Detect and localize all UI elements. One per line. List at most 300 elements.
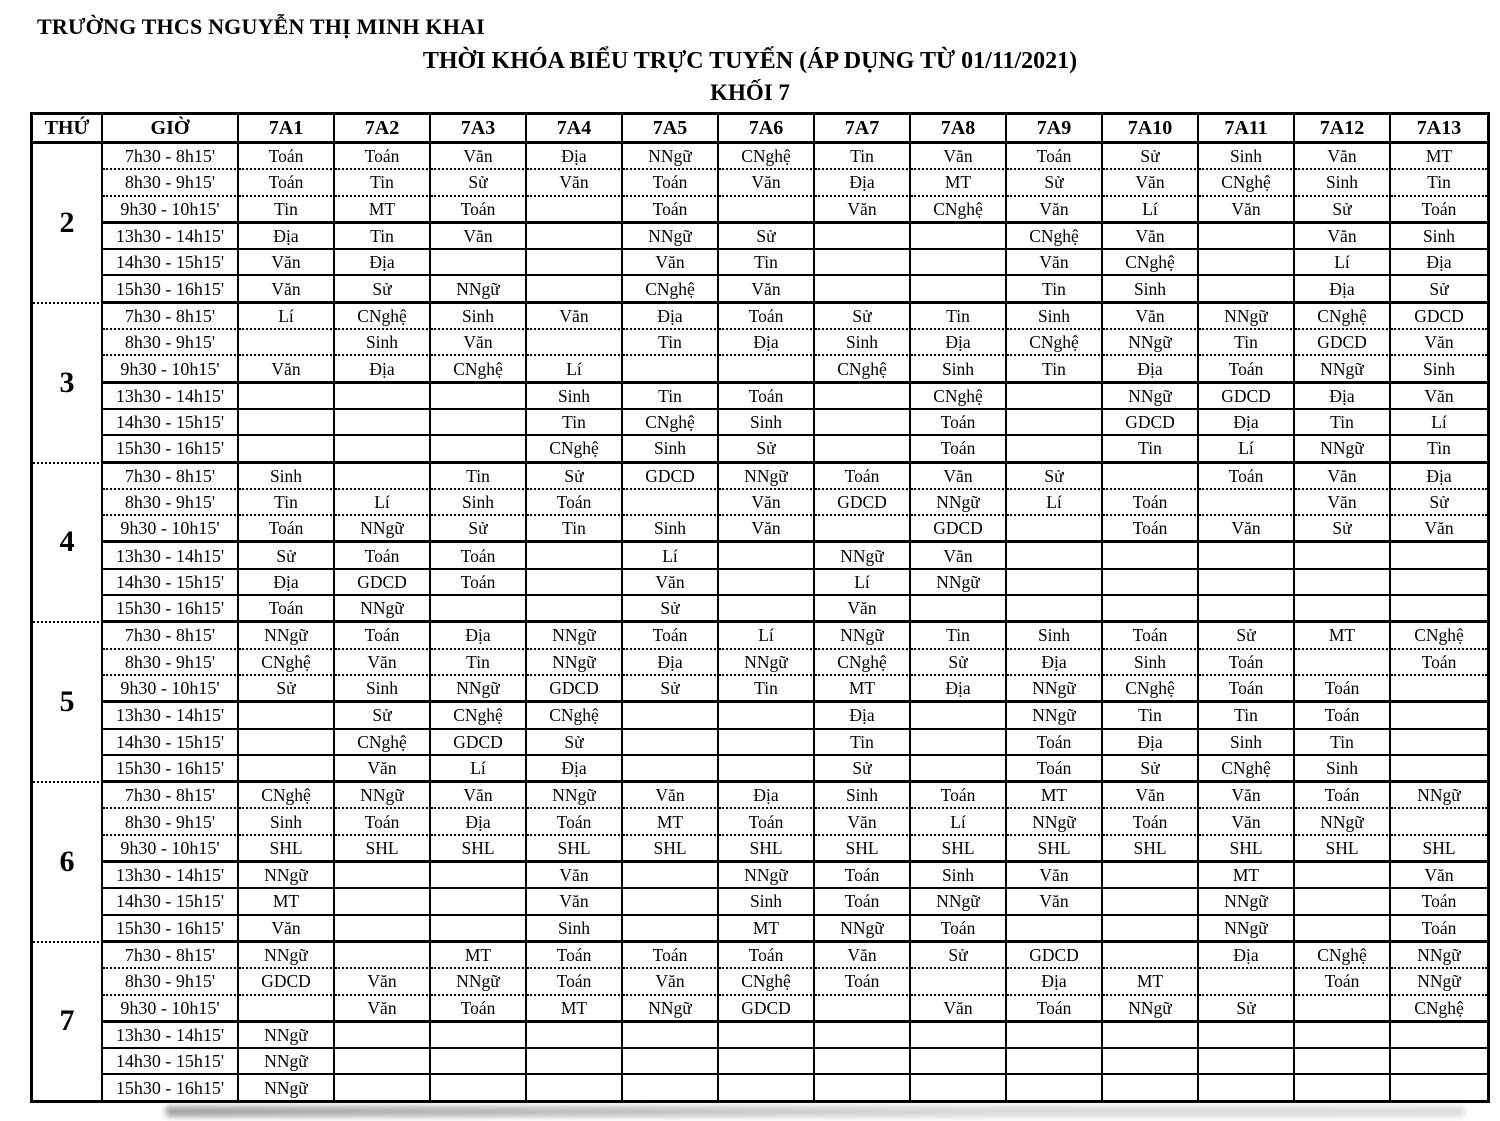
subject-cell: Địa [335,250,431,276]
subject-cell: Lí [1295,250,1391,276]
subject-cell: NNgữ [239,1049,335,1075]
subject-cell [1295,889,1391,915]
timetable-row [33,543,1487,569]
subject-cell: MT [1103,969,1199,995]
subject-cell [1007,384,1103,410]
subject-cell [911,1049,1007,1075]
subject-cell: Toán [335,144,431,170]
subject-cell: Toán [527,969,623,995]
subject-cell: CNghệ [623,410,719,436]
subject-cell [1103,570,1199,596]
subject-cell: Toán [911,916,1007,943]
header-row [33,115,1487,144]
time-cell: 9h30 - 10h15' [103,516,239,543]
subject-cell: Toán [1199,464,1295,490]
subject-cell: CNghệ [527,703,623,729]
subject-cell [1199,1075,1295,1099]
subject-cell: Văn [239,276,335,303]
subject-cell [1103,1049,1199,1075]
subject-cell [1199,596,1295,623]
subject-cell: Sinh [239,809,335,835]
subject-cell [911,276,1007,303]
subject-cell [911,969,1007,995]
subject-cell: Sử [239,676,335,703]
col-header-7A1: 7A1 [239,115,335,144]
subject-cell: NNgữ [335,596,431,623]
subject-cell [1391,756,1487,783]
subject-cell: GDCD [1199,384,1295,410]
subject-cell [239,730,335,756]
subject-cell: Tin [815,730,911,756]
subject-cell [1391,703,1487,729]
subject-cell [335,1023,431,1049]
subject-cell: Toán [1103,809,1199,835]
subject-cell: NNgữ [911,570,1007,596]
subject-cell: Toán [239,516,335,543]
subject-cell [719,1075,815,1099]
subject-cell: Sử [1199,996,1295,1023]
subject-cell: Sinh [527,384,623,410]
subject-cell: Sử [1007,170,1103,196]
subject-cell: Sinh [335,676,431,703]
subject-cell [1295,996,1391,1023]
subject-cell [1295,1023,1391,1049]
subject-cell: Sử [1007,464,1103,490]
subject-cell: Tin [335,170,431,196]
subject-cell [623,1023,719,1049]
subject-cell [1295,1049,1391,1075]
subject-cell: Sử [527,464,623,490]
time-cell: 14h30 - 15h15' [103,730,239,756]
subject-cell [815,224,911,250]
subject-cell: Tin [623,384,719,410]
subject-cell: NNgữ [431,676,527,703]
subject-cell: Địa [1295,276,1391,303]
school-name: TRƯỜNG THCS NGUYỄN THỊ MINH KHAI [37,14,485,39]
subject-cell: Sinh [1391,356,1487,383]
subject-cell: Sử [239,543,335,569]
subject-cell: CNghệ [1103,250,1199,276]
subject-cell [1103,916,1199,943]
timetable-row [33,809,1487,835]
subject-cell: Địa [719,783,815,809]
subject-cell: Sử [719,436,815,463]
subject-cell [431,1075,527,1099]
subject-cell [1295,570,1391,596]
subject-cell [719,1049,815,1075]
subject-cell: Sinh [623,516,719,543]
subject-cell: Tin [719,676,815,703]
subject-cell: NNgữ [815,543,911,569]
subject-cell: Toán [623,623,719,649]
subject-cell: CNghệ [1391,996,1487,1023]
subject-cell: Toán [239,596,335,623]
subject-cell: Văn [911,464,1007,490]
subject-cell: Tin [1007,356,1103,383]
col-header-7A12: 7A12 [1295,115,1391,144]
subject-cell: GDCD [1007,943,1103,969]
subject-cell: Toán [335,543,431,569]
subject-cell: Sử [335,703,431,729]
subject-cell [719,703,815,729]
subject-cell: NNgữ [527,650,623,676]
subject-cell: Sử [335,276,431,303]
subject-cell [1391,809,1487,835]
subject-cell: NNgữ [719,464,815,490]
subject-cell [1199,570,1295,596]
subject-cell [335,436,431,463]
subject-cell: NNgữ [1199,916,1295,943]
subject-cell: Toán [1391,889,1487,915]
subject-cell: CNghệ [239,650,335,676]
subject-cell: Sinh [527,916,623,943]
subject-cell: MT [335,197,431,224]
time-cell: 9h30 - 10h15' [103,676,239,703]
subject-cell: Địa [815,170,911,196]
time-cell: 8h30 - 9h15' [103,490,239,516]
timetable-row [33,596,1487,623]
timetable-row [33,490,1487,516]
subject-cell: Lí [719,623,815,649]
subject-cell [527,1049,623,1075]
subject-cell: Văn [1199,197,1295,224]
subject-cell: Sinh [815,330,911,356]
subject-cell: CNghệ [719,144,815,170]
subject-cell [719,596,815,623]
subject-cell: Địa [1199,943,1295,969]
time-cell: 14h30 - 15h15' [103,1049,239,1075]
subject-cell: Sinh [1199,144,1295,170]
timetable-row [33,783,1487,809]
subject-cell [1007,516,1103,543]
subject-cell: MT [1295,623,1391,649]
subject-cell [911,756,1007,783]
subject-cell: Địa [1103,356,1199,383]
page-title: THỜI KHÓA BIỂU TRỰC TUYẾN (ÁP DỤNG TỪ 01/11/2021) [422,48,1078,74]
col-header-7A3: 7A3 [431,115,527,144]
subject-cell: Văn [1391,516,1487,543]
subject-cell: GDCD [431,730,527,756]
subject-cell: Toán [1007,730,1103,756]
subject-cell: Toán [431,570,527,596]
time-cell: 15h30 - 16h15' [103,276,239,303]
subject-cell [1391,676,1487,703]
subject-cell: Văn [1103,783,1199,809]
subject-cell: Văn [1103,170,1199,196]
subject-cell: Sinh [1007,623,1103,649]
subject-cell: SHL [527,836,623,863]
subject-cell: Địa [1391,250,1487,276]
subject-cell: NNgữ [527,783,623,809]
subject-cell: GDCD [719,996,815,1023]
subject-cell: SHL [431,836,527,863]
subject-cell: Văn [1007,197,1103,224]
subject-cell: GDCD [239,969,335,995]
subject-cell [431,916,527,943]
time-cell: 8h30 - 9h15' [103,330,239,356]
subject-cell: SHL [815,836,911,863]
subject-cell: SHL [623,836,719,863]
subject-cell: Sinh [1295,170,1391,196]
subject-cell: CNghệ [1295,304,1391,330]
subject-cell [623,730,719,756]
subject-cell: CNghệ [815,356,911,383]
subject-cell: Sử [1199,623,1295,649]
subject-cell: Tin [719,250,815,276]
subject-cell [527,250,623,276]
subject-cell: NNgữ [1103,384,1199,410]
subject-cell: NNgữ [239,1023,335,1049]
subject-cell: Địa [527,144,623,170]
timetable-row [33,969,1487,995]
subject-cell: NNgữ [623,144,719,170]
subject-cell: Toán [623,197,719,224]
subject-cell [239,384,335,410]
subject-cell: Văn [1103,224,1199,250]
subject-cell [719,756,815,783]
subject-cell: NNgữ [911,490,1007,516]
subject-cell: Toán [527,490,623,516]
subject-cell: Tin [1103,436,1199,463]
subject-cell: Sinh [1103,650,1199,676]
subject-cell: SHL [1103,836,1199,863]
subject-cell: NNgữ [431,969,527,995]
subject-cell [1391,730,1487,756]
subject-cell: Văn [1295,224,1391,250]
subject-cell [1007,1023,1103,1049]
subject-cell [719,356,815,383]
subject-cell [335,384,431,410]
subject-cell: Sinh [431,490,527,516]
subject-cell [335,889,431,915]
subject-cell: Văn [431,224,527,250]
time-cell: 15h30 - 16h15' [103,916,239,943]
subject-cell [623,889,719,915]
subject-cell: Địa [1007,650,1103,676]
subject-cell: Địa [623,650,719,676]
subject-cell: NNgữ [815,623,911,649]
subject-cell: Văn [1199,516,1295,543]
subject-cell [1007,916,1103,943]
subject-cell: SHL [335,836,431,863]
subject-cell: NNgữ [239,943,335,969]
subject-cell [623,356,719,383]
subject-cell: Sử [527,730,623,756]
subject-cell: Sinh [1007,304,1103,330]
subject-cell: Sinh [911,863,1007,889]
timetable-row [33,330,1487,356]
subject-cell: NNgữ [1103,330,1199,356]
subject-cell [1199,276,1295,303]
subject-cell: Sinh [431,304,527,330]
subject-cell: Lí [911,809,1007,835]
subject-cell: GDCD [911,516,1007,543]
subject-cell: Địa [431,623,527,649]
subject-cell: NNgữ [1007,809,1103,835]
subject-cell: NNgữ [1007,703,1103,729]
time-cell: 7h30 - 8h15' [103,943,239,969]
day-cell: 2 [33,144,103,304]
subject-cell: Văn [1391,863,1487,889]
subject-cell [911,224,1007,250]
day-cell: 3 [33,304,103,464]
subject-cell: Toán [239,170,335,196]
col-header-7A6: 7A6 [719,115,815,144]
subject-cell: SHL [911,836,1007,863]
timetable-row [33,1023,1487,1049]
subject-cell: CNghệ [1199,756,1295,783]
time-cell: 13h30 - 14h15' [103,863,239,889]
subject-cell [431,889,527,915]
subject-cell [431,410,527,436]
subject-cell: Văn [1391,330,1487,356]
subject-cell: Văn [1199,809,1295,835]
subject-cell: Tin [1295,730,1391,756]
subject-cell [1103,596,1199,623]
subject-cell: Địa [1199,410,1295,436]
subject-cell [1199,250,1295,276]
subject-cell: Tin [911,304,1007,330]
subject-cell: Toán [1103,490,1199,516]
col-header-day: THỨ [33,115,103,144]
subject-cell: NNgữ [335,516,431,543]
subject-cell [623,490,719,516]
subject-cell [527,197,623,224]
subject-cell: Tin [527,410,623,436]
subject-cell: GDCD [1103,410,1199,436]
subject-cell [911,1075,1007,1099]
subject-cell: Văn [1295,490,1391,516]
timetable-row [33,623,1487,649]
subject-cell [335,464,431,490]
subject-cell: Địa [911,330,1007,356]
subject-cell [335,916,431,943]
subject-cell [527,276,623,303]
subject-cell: MT [239,889,335,915]
subject-cell: Văn [431,783,527,809]
subject-cell [815,250,911,276]
time-cell: 9h30 - 10h15' [103,836,239,863]
subject-cell: Địa [527,756,623,783]
subject-cell: Sử [1103,144,1199,170]
subject-cell: Toán [335,809,431,835]
subject-cell: Toán [431,543,527,569]
subject-cell: GDCD [623,464,719,490]
col-header-time: GIỜ [103,115,239,144]
subject-cell [1103,1023,1199,1049]
time-cell: 14h30 - 15h15' [103,410,239,436]
subject-cell: Văn [335,969,431,995]
subject-cell: MT [623,809,719,835]
subject-cell: Văn [911,144,1007,170]
subject-cell: Địa [719,330,815,356]
col-header-7A8: 7A8 [911,115,1007,144]
subject-cell [431,596,527,623]
subject-cell [815,996,911,1023]
subject-cell: NNgữ [719,863,815,889]
subject-cell: Địa [1391,464,1487,490]
subject-cell: SHL [1199,836,1295,863]
timetable-row [33,916,1487,943]
subject-cell [335,1049,431,1075]
subject-cell: Lí [431,756,527,783]
subject-cell: NNgữ [1295,356,1391,383]
subject-cell: Toán [815,863,911,889]
subject-cell [1199,969,1295,995]
time-cell: 13h30 - 14h15' [103,543,239,569]
subject-cell: CNghệ [431,356,527,383]
subject-cell [527,1075,623,1099]
col-header-7A13: 7A13 [1391,115,1487,144]
time-cell: 14h30 - 15h15' [103,889,239,915]
subject-cell [911,596,1007,623]
subject-cell: CNghệ [239,783,335,809]
subject-cell: Văn [527,863,623,889]
subject-cell [1391,1075,1487,1099]
subject-cell: Sinh [1103,276,1199,303]
subject-cell: Văn [815,943,911,969]
subject-cell [1391,543,1487,569]
timetable-row [33,464,1487,490]
subject-cell [431,436,527,463]
subject-cell: Địa [239,224,335,250]
subject-cell [1103,943,1199,969]
subject-cell: Văn [1391,384,1487,410]
subject-cell [815,1075,911,1099]
subject-cell: Địa [911,676,1007,703]
subject-cell: Địa [239,570,335,596]
subject-cell [911,730,1007,756]
timetable-table [33,115,1487,1100]
subject-cell: Toán [1007,756,1103,783]
subject-cell [1199,224,1295,250]
subject-cell: Văn [335,756,431,783]
subject-cell [527,596,623,623]
subject-cell [815,276,911,303]
subject-cell: NNgữ [1295,436,1391,463]
subject-cell: MT [527,996,623,1023]
subject-cell: Lí [527,356,623,383]
subject-cell: Sử [1391,490,1487,516]
time-cell: 9h30 - 10h15' [103,996,239,1023]
subject-cell: CNghệ [335,730,431,756]
time-cell: 9h30 - 10h15' [103,197,239,224]
subject-cell: Lí [1199,436,1295,463]
subject-cell: Toán [719,384,815,410]
timetable-row [33,1075,1487,1099]
subject-cell [527,1023,623,1049]
subject-cell: MT [431,943,527,969]
subject-cell: Tin [239,490,335,516]
subject-cell: NNgữ [527,623,623,649]
scan-smudge-artifact [165,1106,1465,1117]
subject-cell: CNghệ [1103,676,1199,703]
time-cell: 13h30 - 14h15' [103,384,239,410]
subject-cell [815,410,911,436]
subject-cell [623,863,719,889]
time-cell: 14h30 - 15h15' [103,250,239,276]
subject-cell [815,384,911,410]
timetable-row [33,516,1487,543]
subject-cell: Văn [623,969,719,995]
day-cell: 5 [33,623,103,783]
time-cell: 7h30 - 8h15' [103,144,239,170]
timetable-table-wrap [30,112,1490,1103]
subject-cell [911,1023,1007,1049]
subject-cell [1103,464,1199,490]
subject-cell: Tin [1199,703,1295,729]
subject-cell: Tin [527,516,623,543]
